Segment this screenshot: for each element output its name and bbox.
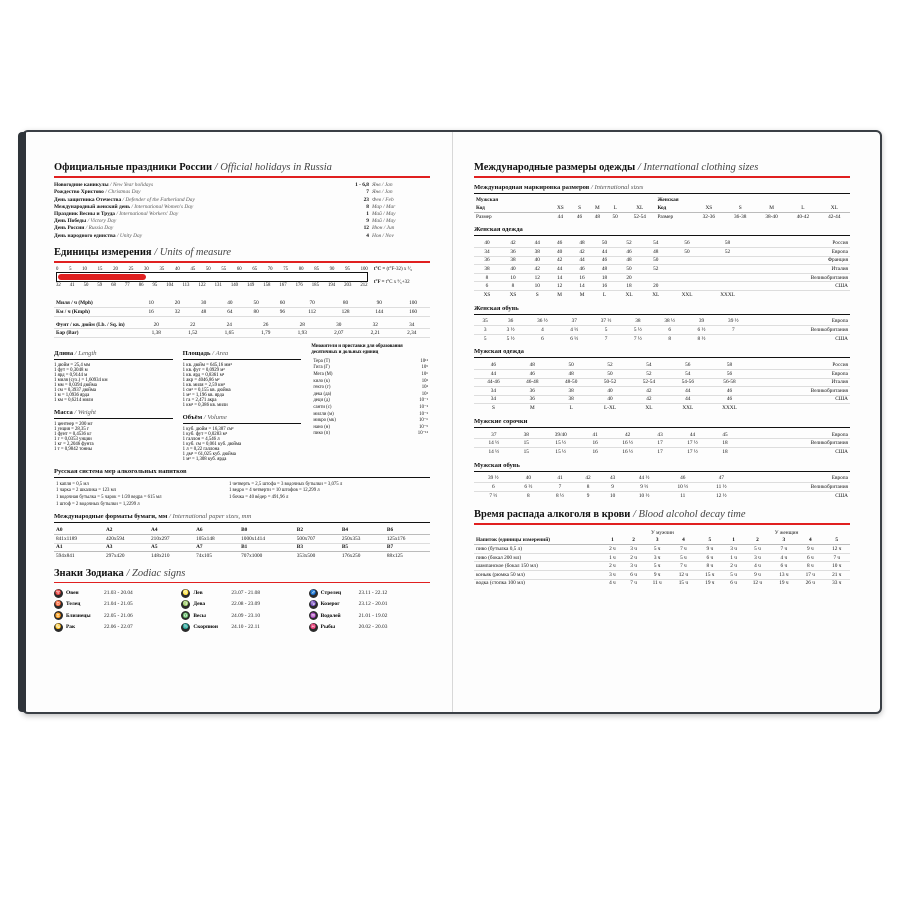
men-clothes-title: Мужская одежда	[474, 348, 524, 356]
table-row: 38 40 42 44 46 48 50 52 Италия	[474, 265, 850, 274]
table-row: A1 A3 A5 A7 B1 B3 B5 B7	[54, 543, 430, 552]
table-row: У мужчин У женщин	[651, 529, 799, 536]
table-row: 34 36 38 40 42 44 46 США	[474, 395, 850, 404]
women-clothes-title: Женская одежда	[474, 226, 523, 234]
list-item: 1 дюйм = 25,4 мм	[54, 363, 90, 369]
list-item: 1 унция = 28,35 г	[54, 427, 89, 433]
table-row: Международный женский день / International Women's Day 8 Мар / Mar	[54, 203, 396, 210]
table-row: коньяк (рюмка 50 мл) 3 ч 6 ч 9 ч 12 ч 15 ч 5 ч 9 ч 13 ч 17 ч 21 ч	[474, 571, 850, 580]
area-block: Площадь / Area 1 кв. дюйм = 645,16 мм² 1 кв. фут = 0,0929 м² 1 кв. ярд = 0,8361 м² 1 акр = 4046,86 м² 1 кв. миля = 2,59 км² 1 см² = 0,155 кв. дюйма 1 м² = 1,196 кв. ярда 1 га = 2,471 акра 1 км² = 0,386 кв. мили Объём / Volume 1 куб. дюйм = 16,387 см³ 1 куб. фут = 0,0283 м³ 1 галлон = 4,546 л 1 куб. см = 0,061 куб. дюйма 1 л = 0,22 галлона 1 дм³ = 61,025 куб. дюйма 1 м³ = 1,308 куб. ярда	[183, 344, 302, 462]
paper-sizes-table	[54, 526, 430, 559]
list-item: ♐ Стрелец 23.11 - 22.12	[310, 590, 388, 597]
table-row: 40 42 44 46 48 50 52 54 56 58 Россия	[474, 239, 850, 247]
men-shirts-title: Мужские сорочки	[474, 417, 528, 425]
left-page	[24, 132, 452, 712]
men-shoes-title: Мужская обувь	[474, 461, 520, 469]
table-row: Фунт / кв. дюйм (Lb. / Sq. in) 20 22 24 26 28 30 32 34	[54, 321, 430, 329]
holidays-title	[54, 162, 430, 173]
list-item: ♊ Близнецы 22.05 - 21.06	[55, 612, 133, 619]
table-row: Км / ч (Kmph) 16 32 48 64 80 96 112 128 144 160	[54, 308, 430, 317]
women-shoes-title: Женская обувь	[474, 304, 519, 312]
list-item: ♈ Овен 21.03 - 20.04	[55, 590, 133, 597]
men-shirts-table	[474, 431, 850, 456]
table-row: пиво (бутылка 0,5 л) 2 ч 3 ч 5 ч 7 ч 9 ч 3 ч 5 ч 7 ч 9 ч 12 ч	[474, 545, 850, 554]
list-item: ♍ Дева 22.08 - 23.09	[182, 601, 261, 608]
table-row: 841x1189 420x594 210x297 105x148 1000x1414 500x707 250x353 125x176	[54, 535, 430, 544]
table-row: дека (да) 10¹	[313, 391, 429, 397]
men-clothes-table	[474, 361, 850, 412]
holidays-title-ru: Официальные праздники России	[54, 162, 213, 173]
women-shoes-table	[474, 318, 850, 343]
table-row: 1 штоф = 2 водочных бутылки = 1,2299 л	[56, 501, 140, 507]
table-row: 7 ½ 8 8 ½ 9 10 10 ½ 11 12 ½ США	[489, 492, 848, 499]
table-row: шампанское (бокал 150 мл) 2 ч 3 ч 5 ч 7 ч 8 ч 2 ч 4 ч 6 ч 8 ч 10 ч	[474, 562, 850, 571]
table-row: День защитника Отечества / Defender of the Fatherland Day 23 Фев / Feb	[54, 196, 394, 203]
list-item: 1 кг = 2,2046 фунта	[54, 442, 94, 448]
fahrenheit-formula: t°F = t°C x ⁹⁄₅+32	[373, 280, 410, 286]
table-row: 34 36 38 40 42 44 46 Великобритания	[474, 387, 850, 396]
units-title	[54, 247, 430, 258]
list-item: 1 мм = 0,0394 дюйма	[54, 383, 97, 389]
table-row: гекто (г) 10²	[313, 385, 429, 391]
list-item: ♎ Весы 24.09 - 23.10	[182, 612, 261, 619]
list-item: 1 дм³ = 61,025 куб. дюйма	[182, 452, 236, 458]
table-row: нано (н) 10⁻⁹	[313, 424, 429, 430]
table-row: Размер 44 46 48 50 52-54 Размер 32-36 36-38 38-40 40-42 42-44	[476, 213, 841, 220]
virgo-icon: ♍	[181, 600, 190, 609]
divider-red	[54, 261, 430, 263]
thermometer-scale	[54, 267, 430, 297]
table-row: День России / Russia Day 12 Июн / Jun	[54, 225, 395, 232]
capricorn-icon: ♑	[309, 600, 318, 609]
celsius-ticks: 0 5 10 15 20 25 30 35 40 45 50 55 60 65 70 75 80 85 90 95 100	[56, 267, 368, 273]
table-row: Бар (Bar) 1,38 1,52 1,65 1,79 1,93 2,07 2,21 2,34	[54, 329, 430, 338]
list-item: ♏ Скорпион 24.10 - 22.11	[182, 624, 260, 631]
list-item: ♌ Лев 23.07 - 21.08	[182, 590, 261, 597]
marking-table	[474, 197, 850, 221]
alcohol-measures-title: Русская система мер алкогольных напитков	[54, 468, 187, 476]
cancer-icon: ♋	[54, 623, 63, 632]
table-row: 44-46 46-48 48-50 50-52 52-54 54-56 56-58 Италия	[474, 378, 850, 387]
table-row: 8 10 12 14 16 18 20 Великобритания	[474, 273, 850, 282]
list-item: 1 км² = 0,386 кв. мили	[182, 403, 228, 409]
list-item: 1 кв. миля = 2,59 км²	[182, 383, 225, 389]
table-row: микро (мк) 10⁻⁶	[313, 418, 429, 424]
table-row: 44 46 48 50 52 54 56 Европа	[474, 369, 850, 378]
table-row: Рождество Христово / Christmas Day 7 Янв / Jan	[54, 189, 393, 196]
list-item: ♉ Телец 21.04 - 21.05	[55, 601, 133, 608]
list-item: 1 см = 0,3937 дюйма	[54, 388, 96, 394]
table-row: S M L L-XL XL XXL XXXL	[491, 405, 737, 412]
table-row: 34 36 38 40 42 44 46 48 50 52 Европа	[474, 247, 850, 256]
table-row: 36 38 40 42 44 46 48 50 Франция	[474, 256, 850, 265]
table-row: пико (п) 10⁻¹²	[313, 431, 429, 437]
list-item: 1 м² = 1,196 кв. ярда	[182, 393, 224, 399]
list-item: 1 галлон = 4,546 л	[182, 437, 220, 443]
units-title-ru: Единицы измерения	[54, 247, 152, 259]
list-item: 1 см² = 0,155 кв. дюйма	[182, 388, 231, 394]
table-row: A0 A2 A4 A6 B0 B2 B4 B6	[54, 526, 430, 534]
right-page	[452, 132, 880, 712]
list-item: ♓ Рыбы 20.02 - 20.03	[310, 624, 388, 631]
marking-title: Международная маркировка размеров / International sizes	[474, 183, 644, 191]
open-book	[22, 130, 882, 714]
zodiac-list	[54, 587, 430, 633]
list-item: 1 акр = 4046,86 м²	[182, 378, 220, 384]
table-row: кило (к) 10³	[313, 378, 429, 384]
table-row: 6 6 ½ 7 8 9 9 ½ 10 ½ 11 ½ Великобритания	[474, 483, 850, 492]
leo-icon: ♌	[181, 589, 190, 598]
table-row: Код XS S M L XL Код XS S M L XL	[474, 204, 850, 212]
libra-icon: ♎	[181, 611, 190, 620]
table-row: 5 5 ½ 6 6 ½ 7 7 ½ 8 8 ½ США	[483, 335, 848, 342]
list-item: ♒ Водолей 21.01 - 19.02	[310, 612, 388, 619]
divider-red	[54, 176, 430, 178]
units-title-lat: / Units of measure	[154, 247, 232, 259]
table-row: День Победы / Victory Day 9 Май / May	[54, 218, 396, 225]
table-row: Миля / ч (Mph) 10 20 30 40 50 60 70 80 90 100	[54, 300, 430, 308]
holidays-table	[54, 182, 430, 240]
list-item: 1 фунт = 0,4536 кг	[54, 432, 92, 438]
list-item: 1 кв. дюйм = 645,16 мм²	[182, 363, 232, 369]
alcohol-decay-title: Время распада алкоголя в крови / Blood alcohol decay time	[474, 509, 746, 521]
aquarius-icon: ♒	[309, 611, 318, 620]
sagittarius-icon: ♐	[309, 589, 318, 598]
list-item: 1 га = 2,471 акра	[182, 398, 217, 404]
list-item: 1 км = 0,6214 мили	[54, 398, 94, 404]
alcohol-measures-table	[54, 481, 430, 507]
table-row: деци (д) 10⁻¹	[313, 398, 429, 404]
alcohol-decay-table	[474, 529, 850, 587]
table-row: Мужская Женская	[476, 197, 679, 204]
table-row: XS XS S M M L XL XL XXL XXXL	[483, 291, 735, 298]
taurus-icon: ♉	[54, 600, 63, 609]
table-row: водка (стопка 100 мл) 4 ч 7 ч 11 ч 15 ч 19 ч 6 ч 12 ч 19 ч 26 ч 33 ч	[476, 580, 842, 587]
celsius-formula: t°C = (t°F-32) x ⁵⁄₉	[373, 267, 412, 273]
table-row: пиво (бокал 200 мл) 1 ч 2 ч 3 ч 5 ч 6 ч 1 ч 3 ч 4 ч 6 ч 7 ч	[474, 553, 850, 562]
scorpio-icon: ♏	[181, 623, 190, 632]
holidays-title-lat: / Official holidays in Russia	[214, 162, 332, 173]
gemini-icon: ♊	[54, 611, 63, 620]
table-row: 35 36 36 ½ 37 37 ½ 38 38 ½ 39 39 ½ Европа	[474, 318, 850, 326]
list-item: 1 куб. фут = 0,0283 м³	[182, 432, 228, 438]
paper-title: Международные форматы бумаги, мм / International paper sizes, mm	[54, 513, 252, 521]
table-row: санти (с) 10⁻²	[313, 404, 429, 410]
length-block: Длина / Length 1 дюйм = 25,4 мм 1 фут = 0,3048 м 1 ярд = 0,9144 м 1 миля (сух.) = 1,60934 км 1 мм = 0,0394 дюйма 1 см = 0,3937 дюйма 1 м = 1,0936 ярда 1 км = 0,6214 мили Масса / Weight 1 центнер = 200 мг 1 унция = 28,35 г 1 фунт = 0,4536 кг 1 г = 0,0353 унции 1 кг = 2,2046 фунта 1 т = 0,9842 тонны	[54, 344, 173, 462]
speed-table	[54, 300, 430, 317]
thermometer-fill	[58, 274, 146, 280]
table-row: 14 ½ 15 15 ½ 16 16 ½ 17 17 ½ 18 Великобритания	[474, 439, 850, 448]
list-item: 1 куб. см = 0,061 куб. дюйма	[182, 442, 242, 448]
list-item: 1 т = 0,9842 тонны	[54, 447, 92, 453]
list-item: ♋ Рак 22.06 - 22.07	[55, 624, 133, 631]
table-row: 39 ½ 40 41 42 43 44 ½ 46 47 Европа	[474, 475, 850, 483]
list-item: 1 миля (сух.) = 1,60934 км	[54, 378, 108, 384]
table-row: Праздник Весны и Труда / International Workers' Day 1 Май / May	[54, 210, 396, 217]
table-row: 594x841 297x420 148x210 74x105 707x1000 353x500 176x250 88x125	[56, 553, 403, 560]
table-row: 46 48 50 52 54 56 58 Россия	[474, 361, 850, 369]
table-row: 1 капля = 0,5 мл 1 четверть = 2,5 штофа = 3 водочных бутылки = 3,075 л	[56, 481, 343, 487]
prefixes-block	[311, 344, 430, 462]
women-clothes-table	[474, 239, 850, 298]
list-item: ♑ Козерог 23.12 - 20.01	[310, 601, 388, 608]
pressure-table	[54, 321, 430, 338]
table-row: Напиток (единицы измерений) 1 2 3 4 5 1 2 3 4 5	[474, 537, 850, 545]
table-row: Мега (М) 10⁶	[313, 372, 429, 378]
table-row: День народного единства / Unity Day 4 Ноя / Nov	[54, 232, 394, 239]
prefixes-table	[311, 358, 430, 437]
list-item: 1 л = 0,22 галлона	[182, 447, 220, 453]
list-item: 1 кв. фут = 0,0929 м²	[182, 368, 225, 374]
clothing-title: Международные размеры одежды / International clothing sizes	[474, 162, 759, 173]
pisces-icon: ♓	[309, 623, 318, 632]
table-row: 14 ½ 15 15 ½ 16 16 ½ 17 17 ½ 18 США	[488, 448, 848, 455]
list-item: 1 куб. дюйм = 16,387 см³	[182, 427, 234, 433]
list-item: 1 м = 1,0936 ярда	[54, 393, 90, 399]
list-item: 1 кв. ярд = 0,8361 м²	[182, 373, 225, 379]
table-row: 1 чарка = 2 шкалика = 123 мл 1 ведро = 4 четверти = 10 штофов = 12,299 л	[56, 488, 320, 494]
thermometer-bar	[56, 272, 368, 282]
list-item: 1 г = 0,0353 унции	[54, 437, 92, 443]
table-row: милли (м) 10⁻³	[313, 411, 429, 417]
table-row: Тера (Т) 10¹²	[313, 358, 429, 364]
table-row: 37 38 39/40 41 42 43 44 45 Европа	[474, 431, 850, 439]
prefixes-title: Множители и приставки для образования десятичных и дольных единиц	[311, 344, 403, 356]
list-item: 1 фут = 0,3048 м	[54, 368, 88, 374]
fahrenheit-ticks: 32 41 50 59 68 77 86 95 104 113 122 131 140 149 158 167 176 185 194 203 212	[56, 283, 368, 289]
list-item: 1 ярд = 0,9144 м	[54, 373, 88, 379]
list-item: 1 центнер = 200 мг	[54, 422, 93, 428]
table-row: 6 8 10 12 14 16 18 20 США	[474, 282, 850, 291]
table-row: 3 3 ½ 4 4 ½ 5 5 ½ 6 6 ½ 7 Великобритания	[474, 326, 850, 335]
table-row: 1 водочная бутылка = 5 чарок = 1/20 ведра = 615 мл 1 бочка = 40 вёдер = 491,96 л	[56, 495, 289, 501]
aries-icon: ♈	[54, 589, 63, 598]
list-item: 1 м³ = 1,308 куб. ярда	[182, 457, 227, 463]
men-shoes-table	[474, 475, 850, 500]
zodiac-title: Знаки Зодиака / Zodiac signs	[54, 567, 186, 579]
table-row: Гига (Г) 10⁹	[313, 365, 429, 371]
table-row: Новогодние каникулы / New Year holidays 1 - 6,8 Янв / Jan	[54, 182, 393, 189]
